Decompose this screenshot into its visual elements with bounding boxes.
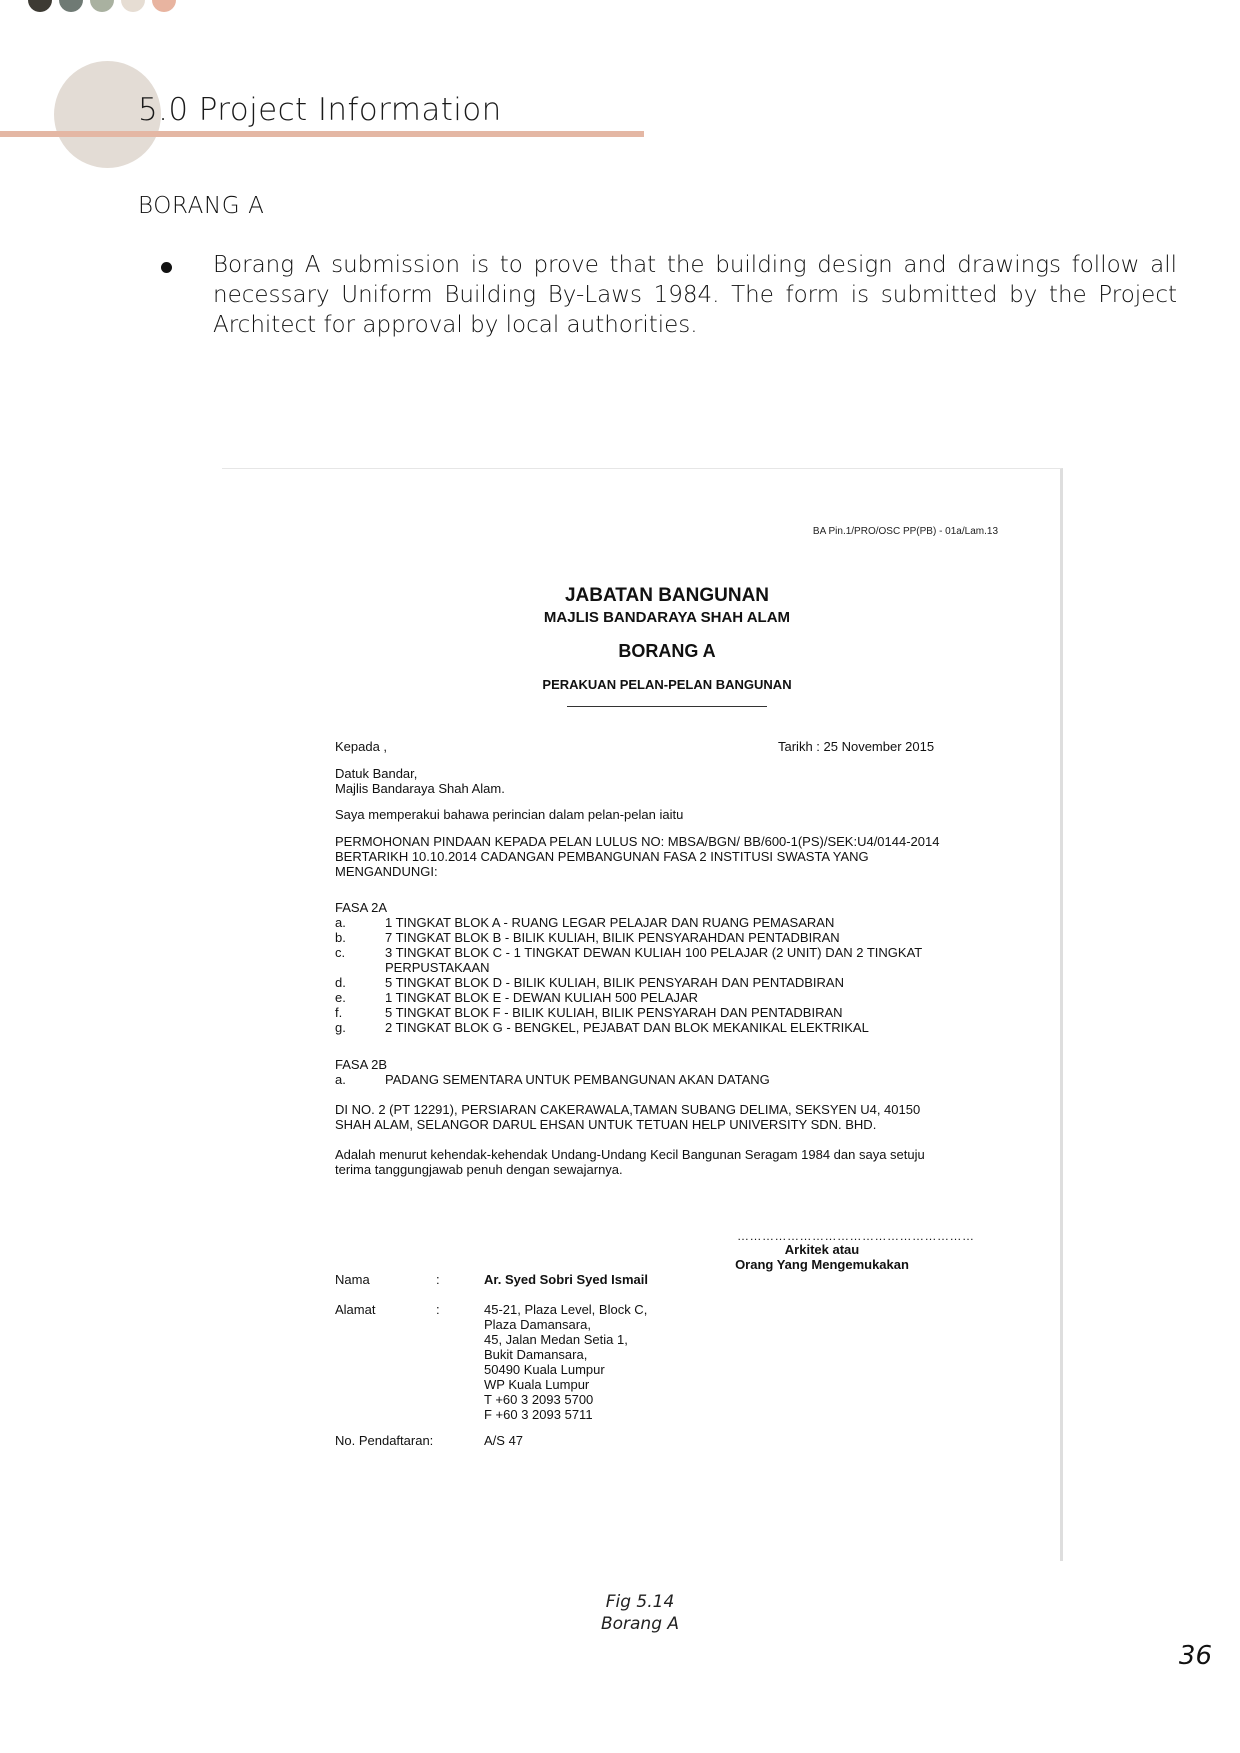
list-item: c. 3 TINGKAT BLOK C - 1 TINGKAT DEWAN KULIAH 100 PELAJAR (2 UNIT) DAN 2 TINGKAT PERPUSTAKAAN: [335, 945, 923, 975]
list-item: a. PADANG SEMENTARA UNTUK PEMBANGUNAN AKAN DATANG: [335, 1072, 770, 1087]
registration-label: No. Pendaftaran:: [335, 1433, 434, 1448]
addressee: Datuk Bandar, Majlis Bandaraya Shah Alam.: [335, 766, 505, 796]
signature-line: …………………………………………………: [737, 1229, 975, 1243]
phase-b-list: [335, 1072, 1015, 1087]
to-label: Kepada ,: [335, 739, 388, 754]
section-heading: BORANG A: [138, 193, 265, 219]
form-council: MAJLIS BANDARAYA SHAH ALAM: [543, 609, 791, 626]
page-title: 5.0 Project Information: [138, 92, 502, 128]
palette-swatch: [59, 0, 83, 12]
decorative-line: [0, 131, 644, 137]
form-department: JABATAN BANGUNAN: [564, 585, 770, 606]
address-label: Alamat: [335, 1302, 376, 1317]
figure-number: Fig 5.14: [605, 1592, 675, 1612]
borang-a-form-image: [222, 468, 1063, 1561]
address-colon: :: [436, 1302, 440, 1317]
form-divider: [567, 706, 767, 707]
palette-swatch: [28, 0, 52, 12]
declaration-text: Adalah menurut kehendak-kehendak Undang-Undang Kecil Bangunan Seragam 1984 dan saya setuju terima tanggungjawab penuh dengan sewajarnya.: [335, 1147, 925, 1177]
name-label: Nama: [335, 1272, 370, 1287]
list-item: g. 2 TINGKAT BLOK G - BENGKEL, PEJABAT DAN BLOK MEKANIKAL ELEKTRIKAL: [335, 1020, 869, 1035]
color-palette: [28, 0, 176, 12]
location-text: DI NO. 2 (PT 12291), PERSIARAN CAKERAWALA,TAMAN SUBANG DELIMA, SEKSYEN U4, 40150 SHAH ALAM, SELANGOR DARUL EHSAN UNTUK TETUAN HELP UNIVERSITY SDN. BHD.: [335, 1102, 921, 1132]
form-subtitle: PERAKUAN PELAN-PELAN BANGUNAN: [542, 677, 792, 692]
phase-a-list: [335, 915, 1015, 1035]
application-text: PERMOHONAN PINDAAN KEPADA PELAN LULUS NO: MBSA/BGN/ BB/600-1(PS)/SEK:U4/0144-2014 BERTARIKH 10.10.2014 CADANGAN PEMBANGUNAN FASA 2 INSTITUSI SWASTA YANG MENGANDUNGI:: [335, 834, 940, 879]
signature-role: Arkitek atau Orang Yang Mengemukakan: [735, 1242, 909, 1272]
list-item: e. 1 TINGKAT BLOK E - DEWAN KULIAH 500 PELAJAR: [335, 990, 699, 1005]
bullet-text: Borang A submission is to prove that the building design and drawings follow all necessary Uniform Building By-Laws 1984. The form is submitted by the Project Architect for approval by local authorities.: [213, 252, 1177, 338]
form-reference: BA Pin.1/PRO/OSC PP(PB) - 01a/Lam.13: [812, 526, 998, 537]
registration-value: A/S 47: [484, 1433, 524, 1448]
name-value: Ar. Syed Sobri Syed Ismail: [484, 1272, 649, 1287]
palette-swatch: [152, 0, 176, 12]
list-item: b. 7 TINGKAT BLOK B - BILIK KULIAH, BILIK PENSYARAHDAN PENTADBIRAN: [335, 930, 840, 945]
name-colon: :: [436, 1272, 440, 1287]
list-item: a. 1 TINGKAT BLOK A - RUANG LEGAR PELAJAR DAN RUANG PEMASARAN: [335, 915, 835, 930]
figure-caption: Borang A: [600, 1614, 680, 1634]
form-date: Tarikh : 25 November 2015: [778, 739, 935, 754]
phase-a-title: FASA 2A: [335, 900, 388, 915]
list-item: f. 5 TINGKAT BLOK F - BILIK KULIAH, BILIK PENSYARAH DAN PENTADBIRAN: [335, 1005, 843, 1020]
phase-b-title: FASA 2B: [335, 1057, 388, 1072]
palette-swatch: [90, 0, 114, 12]
address-value: 45-21, Plaza Level, Block C, Plaza Damansara, 45, Jalan Medan Setia 1, Bukit Damansara, 50490 Kuala Lumpur WP Kuala Lumpur T +60 3 2093 5700 F +60 3 2093 5711: [484, 1302, 648, 1422]
bullet-icon: [161, 262, 172, 273]
page-number: 36: [1178, 1641, 1212, 1671]
form-title: BORANG A: [618, 641, 716, 661]
list-item: d. 5 TINGKAT BLOK D - BILIK KULIAH, BILIK PENSYARAH DAN PENTADBIRAN: [335, 975, 844, 990]
palette-swatch: [121, 0, 145, 12]
certify-text: Saya memperakui bahawa perincian dalam pelan-pelan iaitu: [335, 807, 684, 822]
